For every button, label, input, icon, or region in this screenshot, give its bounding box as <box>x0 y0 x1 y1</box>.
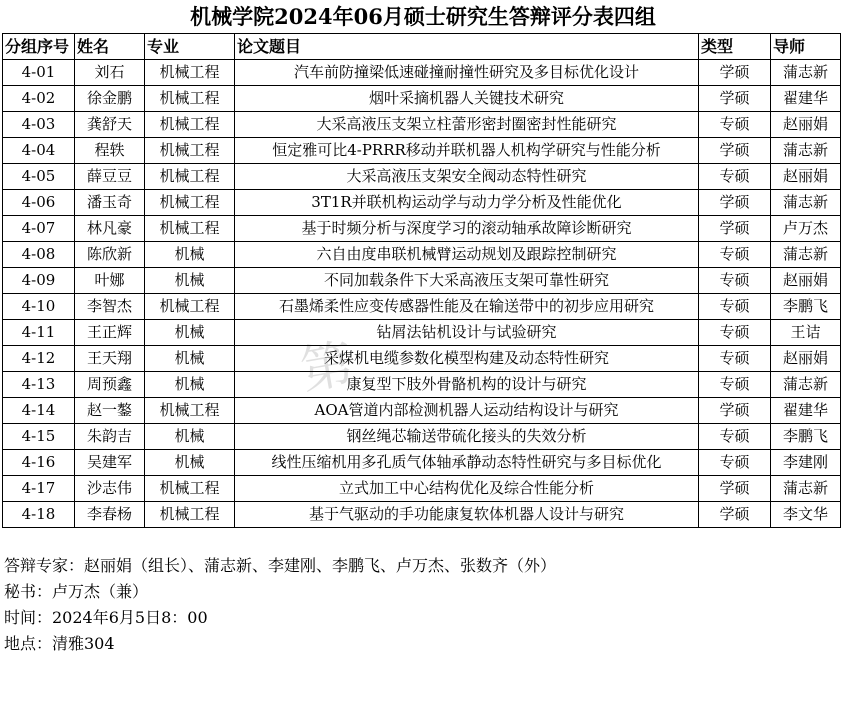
cell-type[interactable]: 学硕 <box>699 86 771 112</box>
cell-major[interactable]: 机械工程 <box>145 112 235 138</box>
cell-type[interactable]: 学硕 <box>699 398 771 424</box>
cell-name[interactable]: 王天翔 <box>75 346 145 372</box>
cell-thesis-title[interactable]: 3T1R并联机构运动学与动力学分析及性能优化 <box>235 190 699 216</box>
cell-name[interactable]: 李春杨 <box>75 502 145 528</box>
cell-thesis-title[interactable]: 钻屑法钻机设计与试验研究 <box>235 320 699 346</box>
location-line: 地点：清雅304 <box>4 634 115 653</box>
cell-major[interactable]: 机械 <box>145 372 235 398</box>
cell-advisor[interactable]: 卢万杰 <box>771 216 841 242</box>
table-row <box>3 216 841 242</box>
cell-name[interactable]: 陈欣新 <box>75 242 145 268</box>
table-row <box>3 502 841 528</box>
cell-thesis-title[interactable]: 恒定雅可比4-PRRR移动并联机器人机构学研究与性能分析 <box>235 138 699 164</box>
cell-advisor[interactable]: 李鹏飞 <box>771 424 841 450</box>
cell-type[interactable]: 学硕 <box>699 138 771 164</box>
cell-advisor[interactable]: 赵丽娟 <box>771 268 841 294</box>
cell-type[interactable]: 专硕 <box>699 372 771 398</box>
cell-name[interactable]: 叶娜 <box>75 268 145 294</box>
cell-group-no[interactable]: 4-08 <box>3 242 75 268</box>
cell-name[interactable]: 李智杰 <box>75 294 145 320</box>
cell-advisor[interactable]: 蒲志新 <box>771 190 841 216</box>
watermark: 第 <box>296 333 358 402</box>
cell-type[interactable]: 学硕 <box>699 216 771 242</box>
cell-type[interactable]: 专硕 <box>699 424 771 450</box>
table-row <box>3 424 841 450</box>
cell-name[interactable]: 沙志伟 <box>75 476 145 502</box>
cell-advisor[interactable]: 翟建华 <box>771 86 841 112</box>
cell-group-no[interactable]: 4-03 <box>3 112 75 138</box>
defense-notes <box>4 553 556 657</box>
cell-major[interactable]: 机械工程 <box>145 138 235 164</box>
cell-thesis-title[interactable]: 基于时频分析与深度学习的滚动轴承故障诊断研究 <box>235 216 699 242</box>
cell-name[interactable]: 周预鑫 <box>75 372 145 398</box>
cell-advisor[interactable]: 李建刚 <box>771 450 841 476</box>
cell-major[interactable]: 机械工程 <box>145 164 235 190</box>
time-line: 时间：2024年6月5日8：00 <box>4 608 208 627</box>
table-row <box>3 138 841 164</box>
cell-major[interactable]: 机械工程 <box>145 294 235 320</box>
cell-group-no[interactable]: 4-04 <box>3 138 75 164</box>
cell-thesis-title[interactable]: 大采高液压支架立柱蕾形密封圈密封性能研究 <box>235 112 699 138</box>
cell-name[interactable]: 徐金鹏 <box>75 86 145 112</box>
table-row <box>3 346 841 372</box>
experts-line: 答辩专家：赵丽娟（组长）、蒲志新、李建刚、李鹏飞、卢万杰、张数齐（外） <box>4 556 557 575</box>
cell-type[interactable]: 专硕 <box>699 112 771 138</box>
cell-advisor[interactable]: 蒲志新 <box>771 372 841 398</box>
cell-advisor[interactable]: 蒲志新 <box>771 60 841 86</box>
cell-name[interactable]: 王正辉 <box>75 320 145 346</box>
cell-name[interactable]: 潘玉奇 <box>75 190 145 216</box>
cell-advisor[interactable]: 翟建华 <box>771 398 841 424</box>
cell-advisor[interactable]: 李文华 <box>771 502 841 528</box>
cell-group-no[interactable]: 4-17 <box>3 476 75 502</box>
cell-thesis-title[interactable]: 不同加载条件下大采高液压支架可靠性研究 <box>235 268 699 294</box>
table-row <box>3 164 841 190</box>
cell-name[interactable]: 刘石 <box>75 60 145 86</box>
cell-thesis-title[interactable]: 采煤机电缆参数化模型构建及动态特性研究 <box>235 346 699 372</box>
sheet-title: 机械学院2024年06月硕士研究生答辩评分表四组 <box>190 4 656 29</box>
cell-major[interactable]: 机械工程 <box>145 502 235 528</box>
cell-thesis-title[interactable]: 烟叶采摘机器人关键技术研究 <box>235 86 699 112</box>
table-row <box>3 86 841 112</box>
table-body <box>3 60 841 528</box>
table-header-row <box>3 34 841 60</box>
cell-major[interactable]: 机械工程 <box>145 216 235 242</box>
cell-type[interactable]: 学硕 <box>699 502 771 528</box>
header-thesis-title: 论文题目 <box>235 34 699 60</box>
header-name: 姓名 <box>75 34 145 60</box>
cell-type[interactable]: 专硕 <box>699 164 771 190</box>
table-row <box>3 372 841 398</box>
cell-major[interactable]: 机械 <box>145 450 235 476</box>
cell-major[interactable]: 机械 <box>145 242 235 268</box>
cell-advisor[interactable]: 蒲志新 <box>771 476 841 502</box>
cell-group-no[interactable]: 4-15 <box>3 424 75 450</box>
cell-group-no[interactable]: 4-10 <box>3 294 75 320</box>
cell-group-no[interactable]: 4-05 <box>3 164 75 190</box>
cell-group-no[interactable]: 4-09 <box>3 268 75 294</box>
table-row <box>3 398 841 424</box>
cell-thesis-title[interactable]: 线性压缩机用多孔质气体轴承静动态特性研究与多目标优化 <box>235 450 699 476</box>
cell-type[interactable]: 专硕 <box>699 242 771 268</box>
cell-type[interactable]: 专硕 <box>699 346 771 372</box>
cell-thesis-title[interactable]: 石墨烯柔性应变传感器性能及在输送带中的初步应用研究 <box>235 294 699 320</box>
cell-major[interactable]: 机械 <box>145 346 235 372</box>
cell-advisor[interactable]: 蒲志新 <box>771 138 841 164</box>
cell-advisor[interactable]: 王诘 <box>771 320 841 346</box>
cell-group-no[interactable]: 4-12 <box>3 346 75 372</box>
cell-group-no[interactable]: 4-01 <box>3 60 75 86</box>
cell-advisor[interactable]: 李鹏飞 <box>771 294 841 320</box>
header-type: 类型 <box>699 34 771 60</box>
cell-group-no[interactable]: 4-11 <box>3 320 75 346</box>
table-row <box>3 112 841 138</box>
cell-name[interactable]: 吴建军 <box>75 450 145 476</box>
cell-group-no[interactable]: 4-13 <box>3 372 75 398</box>
cell-thesis-title[interactable]: 六自由度串联机械臂运动规划及跟踪控制研究 <box>235 242 699 268</box>
cell-thesis-title[interactable]: 钢丝绳芯输送带硫化接头的失效分析 <box>235 424 699 450</box>
cell-group-no[interactable]: 4-07 <box>3 216 75 242</box>
cell-name[interactable]: 林凡豪 <box>75 216 145 242</box>
cell-thesis-title[interactable]: 康复型下肢外骨骼机构的设计与研究 <box>235 372 699 398</box>
cell-group-no[interactable]: 4-02 <box>3 86 75 112</box>
cell-group-no[interactable]: 4-18 <box>3 502 75 528</box>
cell-type[interactable]: 专硕 <box>699 294 771 320</box>
header-major: 专业 <box>145 34 235 60</box>
cell-name[interactable]: 朱韵吉 <box>75 424 145 450</box>
cell-major[interactable]: 机械工程 <box>145 86 235 112</box>
cell-major[interactable]: 机械工程 <box>145 476 235 502</box>
cell-major[interactable]: 机械工程 <box>145 60 235 86</box>
defense-table <box>2 33 841 528</box>
cell-group-no[interactable]: 4-06 <box>3 190 75 216</box>
cell-type[interactable]: 专硕 <box>699 320 771 346</box>
cell-type[interactable]: 专硕 <box>699 268 771 294</box>
header-advisor: 导师 <box>771 34 841 60</box>
cell-major[interactable]: 机械 <box>145 320 235 346</box>
table-row <box>3 476 841 502</box>
cell-thesis-title[interactable]: 大采高液压支架安全阀动态特性研究 <box>235 164 699 190</box>
cell-major[interactable]: 机械工程 <box>145 398 235 424</box>
cell-name[interactable]: 薛豆豆 <box>75 164 145 190</box>
table-row <box>3 190 841 216</box>
cell-group-no[interactable]: 4-14 <box>3 398 75 424</box>
table-row <box>3 294 841 320</box>
cell-thesis-title[interactable]: 基于气驱动的手功能康复软体机器人设计与研究 <box>235 502 699 528</box>
cell-major[interactable]: 机械 <box>145 268 235 294</box>
cell-type[interactable]: 学硕 <box>699 60 771 86</box>
table-row <box>3 450 841 476</box>
cell-major[interactable]: 机械 <box>145 424 235 450</box>
cell-advisor[interactable]: 赵丽娟 <box>771 346 841 372</box>
cell-thesis-title[interactable]: 立式加工中心结构优化及综合性能分析 <box>235 476 699 502</box>
cell-type[interactable]: 学硕 <box>699 476 771 502</box>
cell-name[interactable]: 程轶 <box>75 138 145 164</box>
header-group-no: 分组序号 <box>3 34 75 60</box>
cell-major[interactable]: 机械工程 <box>145 190 235 216</box>
cell-advisor[interactable]: 蒲志新 <box>771 242 841 268</box>
cell-group-no[interactable]: 4-16 <box>3 450 75 476</box>
cell-advisor[interactable]: 赵丽娟 <box>771 112 841 138</box>
table-row <box>3 268 841 294</box>
cell-thesis-title[interactable]: 汽车前防撞梁低速碰撞耐撞性研究及多目标优化设计 <box>235 60 699 86</box>
cell-type[interactable]: 学硕 <box>699 190 771 216</box>
cell-type[interactable]: 专硕 <box>699 450 771 476</box>
cell-name[interactable]: 龚舒天 <box>75 112 145 138</box>
cell-name[interactable]: 赵一鏊 <box>75 398 145 424</box>
table-row <box>3 60 841 86</box>
table-row <box>3 242 841 268</box>
secretary-line: 秘书：卢万杰（兼） <box>4 582 149 601</box>
table-row <box>3 320 841 346</box>
cell-thesis-title[interactable]: AOA管道内部检测机器人运动结构设计与研究 <box>235 398 699 424</box>
cell-advisor[interactable]: 赵丽娟 <box>771 164 841 190</box>
